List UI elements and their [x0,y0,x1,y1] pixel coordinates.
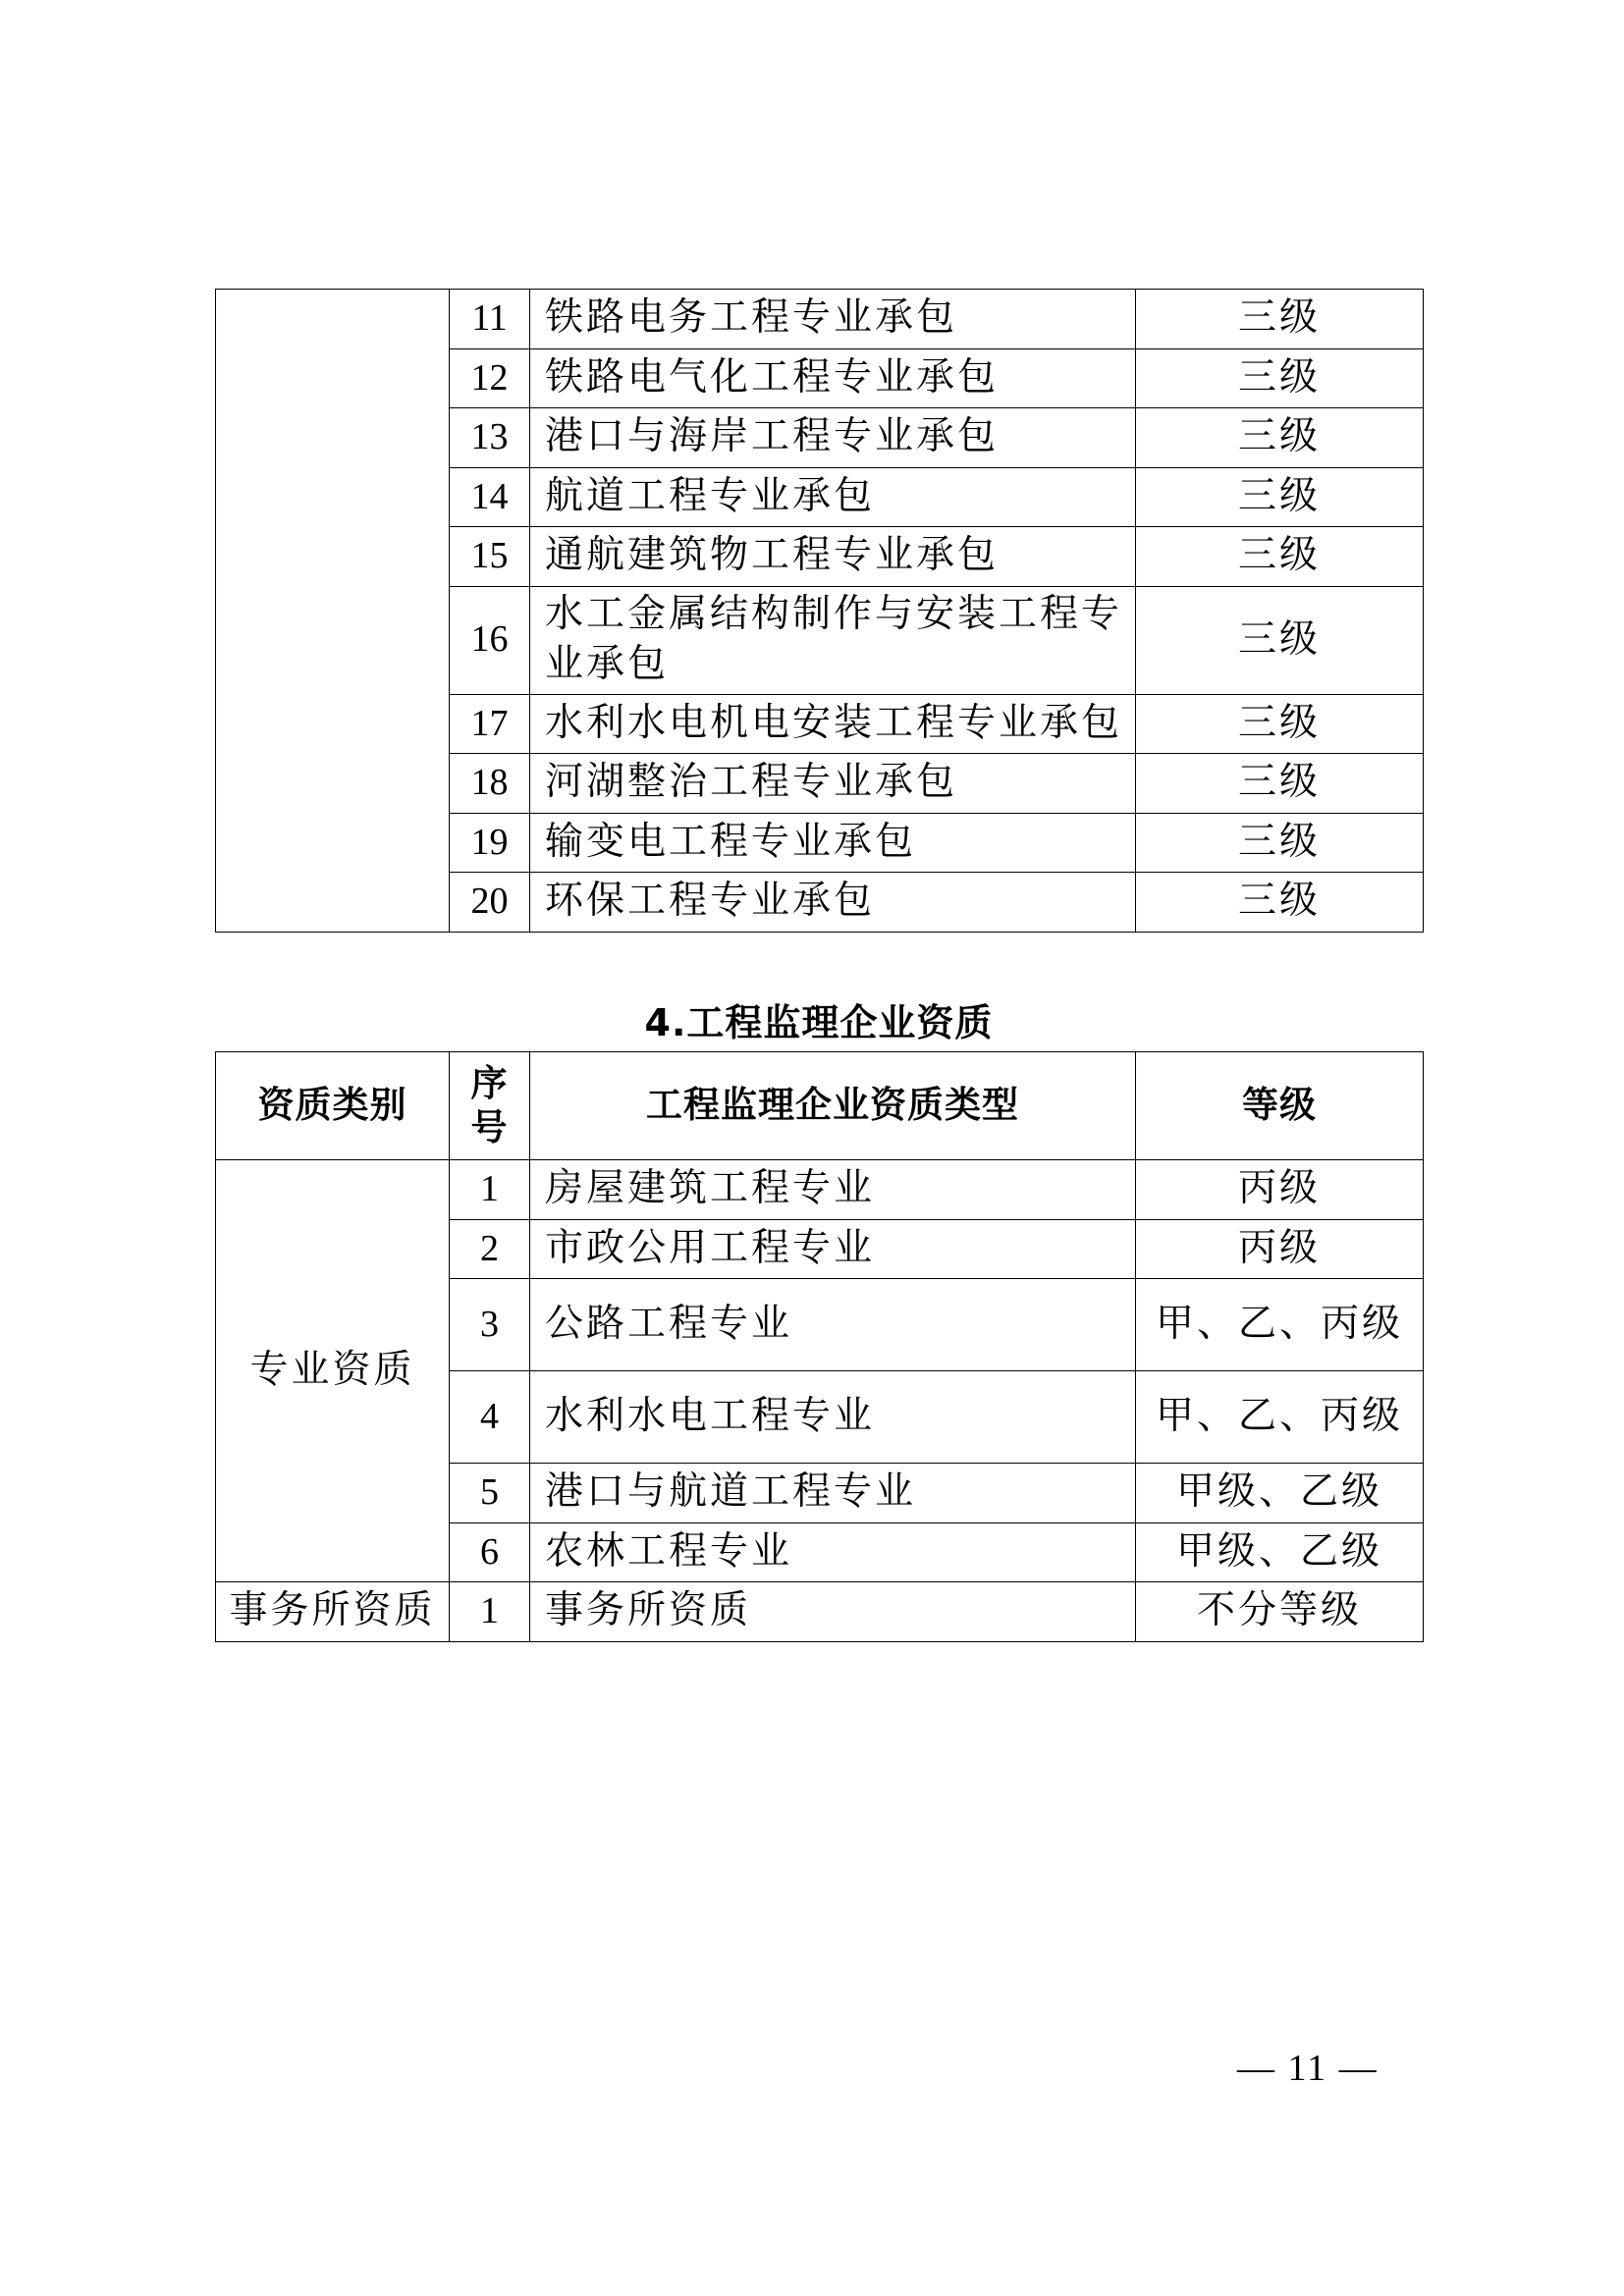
qualification-type: 铁路电务工程专业承包 [530,290,1136,349]
qualification-grade: 三级 [1136,527,1424,587]
category-cell: 事务所资质 [216,1582,450,1642]
qualification-grade: 不分等级 [1136,1582,1424,1642]
qualification-grade: 甲级、乙级 [1136,1522,1424,1582]
row-number: 12 [450,348,530,408]
header-grade: 等级 [1136,1052,1424,1160]
category-cell-empty [216,290,450,933]
qualification-type: 输变电工程专业承包 [530,813,1136,873]
qualification-type: 港口与航道工程专业 [530,1464,1136,1523]
row-number: 19 [450,813,530,873]
qualification-type: 事务所资质 [530,1582,1136,1642]
qualification-grade: 甲、乙、丙级 [1136,1279,1424,1371]
qualification-type: 水工金属结构制作与安装工程专业承包 [530,586,1136,694]
qualification-type: 港口与海岸工程专业承包 [530,408,1136,468]
row-number: 14 [450,467,530,527]
qualification-grade: 三级 [1136,348,1424,408]
page-number: — 11 — [1237,2048,1379,2089]
qualification-type: 铁路电气化工程专业承包 [530,348,1136,408]
row-number: 16 [450,586,530,694]
qualification-grade: 三级 [1136,408,1424,468]
row-number: 2 [450,1219,530,1279]
row-number: 3 [450,1279,530,1371]
row-number: 15 [450,527,530,587]
qualification-grade: 丙级 [1136,1160,1424,1220]
qualification-grade: 三级 [1136,467,1424,527]
qualification-type: 通航建筑物工程专业承包 [530,527,1136,587]
row-number: 20 [450,873,530,933]
header-category: 资质类别 [216,1052,450,1160]
qualification-type: 农林工程专业 [530,1522,1136,1582]
table-header-row [216,1052,1424,1160]
row-number: 18 [450,754,530,814]
qualification-grade: 三级 [1136,694,1424,754]
qualification-type: 水利水电机电安装工程专业承包 [530,694,1136,754]
row-number: 11 [450,290,530,349]
header-number: 序号 [450,1052,530,1160]
supervision-qualification-table [215,1051,1424,1642]
table-row [216,1582,1424,1642]
row-number: 1 [450,1582,530,1642]
qualification-grade: 三级 [1136,290,1424,349]
category-cell: 专业资质 [216,1160,450,1582]
row-number: 1 [450,1160,530,1220]
qualification-grade: 甲、乙、丙级 [1136,1371,1424,1464]
qualification-grade: 三级 [1136,813,1424,873]
qualification-grade: 三级 [1136,754,1424,814]
qualification-type: 市政公用工程专业 [530,1219,1136,1279]
qualification-type: 公路工程专业 [530,1279,1136,1371]
row-number: 6 [450,1522,530,1582]
qualification-grade: 三级 [1136,873,1424,933]
qualification-grade: 三级 [1136,586,1424,694]
row-number: 4 [450,1371,530,1464]
qualification-type: 房屋建筑工程专业 [530,1160,1136,1220]
table-row [216,1160,1424,1220]
table-row [216,290,1424,349]
contracting-qualification-table-continued [215,289,1424,933]
qualification-type: 环保工程专业承包 [530,873,1136,933]
row-number: 13 [450,408,530,468]
qualification-type: 水利水电工程专业 [530,1371,1136,1464]
row-number: 17 [450,694,530,754]
section-title: 4.工程监理企业资质 [644,1001,994,1044]
header-type: 工程监理企业资质类型 [530,1052,1136,1160]
qualification-grade: 甲级、乙级 [1136,1464,1424,1523]
qualification-type: 河湖整治工程专业承包 [530,754,1136,814]
qualification-type: 航道工程专业承包 [530,467,1136,527]
row-number: 5 [450,1464,530,1523]
qualification-grade: 丙级 [1136,1219,1424,1279]
